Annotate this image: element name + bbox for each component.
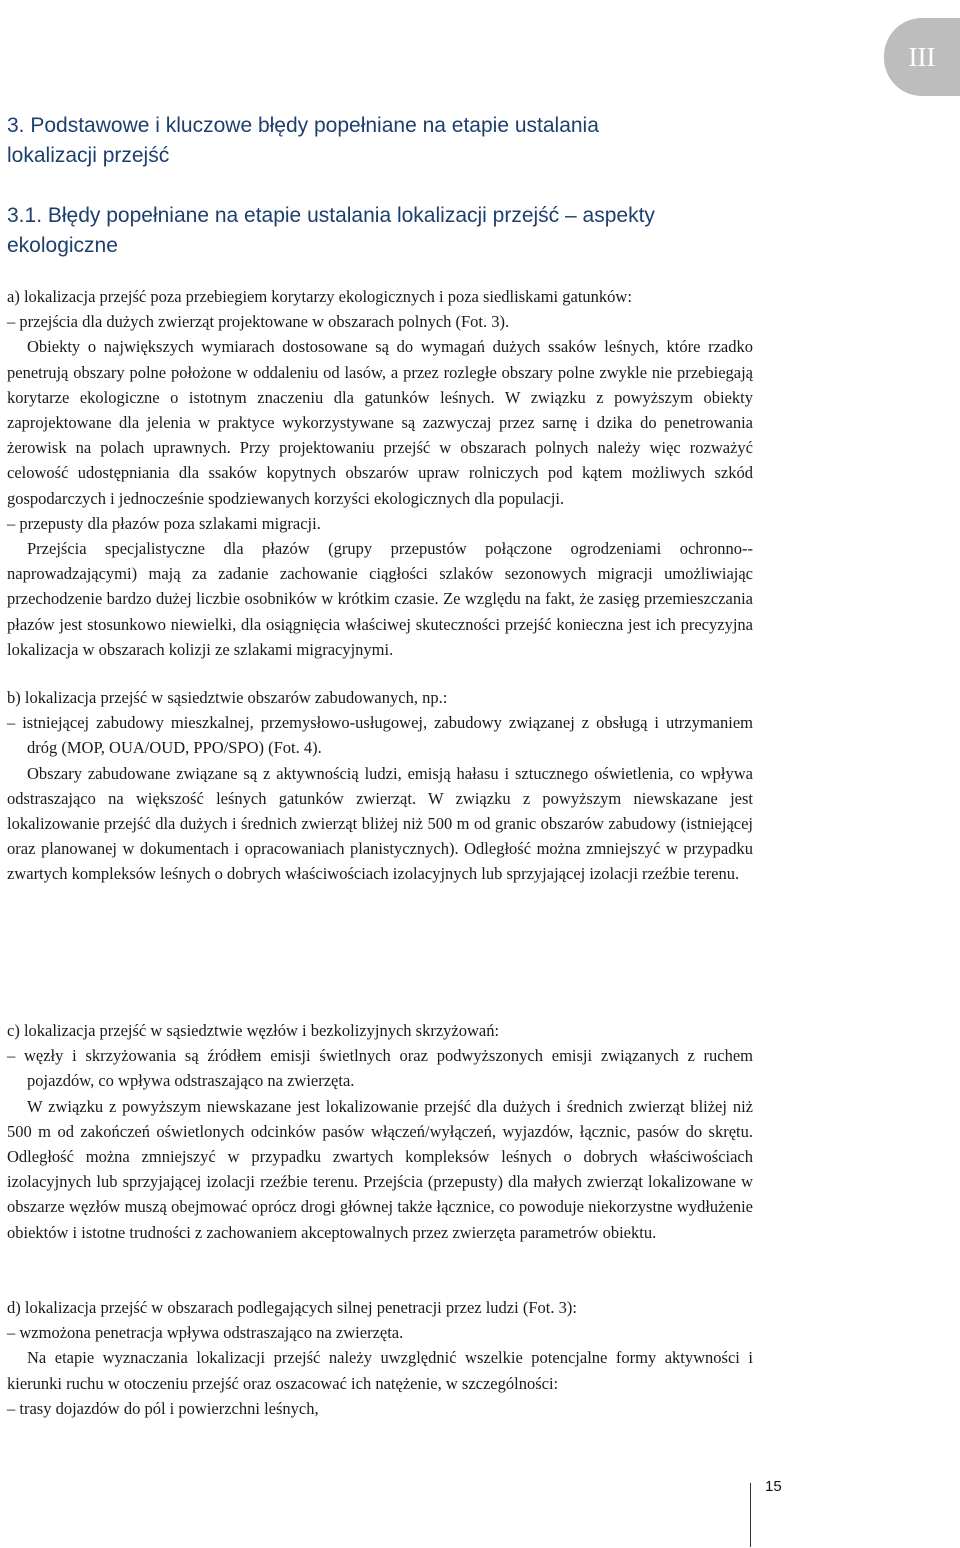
chapter-tab: III — [884, 18, 960, 96]
item-d-para1: Na etapie wyznaczania lokalizacji przejść należy uwzględnić wszelkie potencjalne formy aktywności i kierunki ruchu w otoczeniu przejść oraz oszacować ich natężenie, w szczególności: — [7, 1348, 753, 1393]
item-c-para1: W związku z powyższym niewskazane jest lokalizowanie przejść dla dużych i średnich zwierząt bliżej niż 500 m od zakończeń oświetlonych odcinków pasów włączeń/wyłączeń, wyjazdów, łącznic, pasów do skrętu. Odległość można zmniejszyć w przypadku zwartych kompleksów leśnych o dobrych właściwościach izolacyjnych lub sprzyjającej izolacji rzeźbie terenu. Przejścia (przepusty) dla małych zwierząt lokalizowane w obszarze węzłów muszą obejmować oprócz drogi głównej także łącznice, co powoduje niekorzystne wydłużenie obiektów i istotne trudności z zachowaniem akceptowalnych przez zwierzęta parametrów obiektu. — [7, 1096, 753, 1242]
page-number: 15 — [765, 1478, 782, 1495]
item-b-dash1: – istniejącej zabudowy mieszkalnej, przemysłowo-usługowej, zabudowy związanej z obsługą i utrzymaniem dróg (MOP, OUA/OUD, PPO/SPO) (Fot. 4). — [7, 713, 753, 758]
item-c-dash1: – węzły i skrzyżowania są źródłem emisji świetlnych oraz podwyższonych emisji związanych z ruchem pojazdów, co wpływa odstraszająco na zwierzęta. — [7, 1046, 753, 1091]
item-b-para1: Obszary zabudowane związane są z aktywnością ludzi, emisją hałasu i sztucznego oświetlenia, co wpływa odstraszająco na większość leśnych gatunków zwierząt. W związku z powyższym niewskazane jest lokalizowanie przejść dla dużych i średnich zwierząt bliżej niż 500 m od granic obszarów zabudowy (istniejącej oraz planowanej w dokumentach i opracowaniach planistycznych). Odległość można zmniejszyć w przypadku zwartych kompleksów leśnych o dobrych właściwościach izolacyjnych lub sprzyjającej izolacji rzeźbie terenu. — [7, 763, 753, 884]
footer-divider — [750, 1483, 751, 1547]
item-c-intro: c) lokalizacja przejść w sąsiedztwie węzłów i bezkolizyjnych skrzyżowań: — [7, 1021, 500, 1040]
body-section-c — [7, 1018, 753, 1245]
item-b-intro: b) lokalizacja przejść w sąsiedztwie obszarów zabudowanych, np.: — [7, 688, 448, 708]
item-a-dash1: – przejścia dla dużych zwierząt projektowane w obszarach polnych (Fot. 3). — [7, 312, 510, 332]
item-d-intro: d) lokalizacja przejść w obszarach podlegających silnej penetracji przez ludzi (Fot. 3): — [7, 1298, 577, 1317]
item-a-intro: a) lokalizacja przejść poza przebiegiem korytarzy ekologicznych i poza siedliskami gatunków: — [7, 287, 632, 306]
item-a-dash2: – przepusty dla płazów poza szlakami migracji. — [7, 513, 321, 533]
item-d-dash2: – trasy dojazdów do pól i powierzchni leśnych, — [7, 1398, 319, 1418]
body-section-d — [7, 1295, 753, 1421]
subsection-heading: 3.1. Błędy popełniane na etapie ustalania lokalizacji przejść – aspekty ekologiczne — [7, 204, 655, 257]
item-d-dash1: – wzmożona penetracja wpływa odstraszająco na zwierzęta. — [7, 1323, 404, 1343]
body-sections-a-b — [7, 284, 753, 887]
item-a-para1: Obiekty o największych wymiarach dostosowane są do wymagań dużych ssaków leśnych, które rzadko penetrują obszary polne położone w oddaleniu od lasów, a przez rozległe obszary polne zwykle nie przebiegają korytarze ekologiczne o istotnym znaczeniu dla gatunków leśnych. W związku z powyższym obiekty zaprojektowane dla jelenia w praktyce wykorzystywane są zazwyczaj przez sarnę i dzika do penetrowania żerowisk na polach uprawnych. Przy projektowaniu przejść w obszarach polnych należy więc rozważyć celowość udostępniania dla ssaków kopytnych obszarów upraw rolniczych pod kątem możliwych szkód gospodarczych i jednocześnie spodziewanych korzyści ekologicznych dla populacji. — [7, 337, 753, 508]
item-a-para2: Przejścia specjalistyczne dla płazów (grupy przepustów połączone ogrodzeniami ochronno--naprowadzającymi) mają za zadanie zachowanie ciągłości szlaków sezonowych migracji umożliwiając przechodzenie bardzo dużej liczbie osobników w krótkim czasie. Ze względu na fakt, że zasięg przemieszczania płazów jest stosunkowo niewielki, dla osiągnięcia właściwej skuteczności przejść konieczna jest ich precyzyjna lokalizacja w obszarach kolizji ze szlakami migracyjnymi. — [7, 539, 753, 659]
section-heading: 3. Podstawowe i kluczowe błędy popełniane na etapie ustalania lokalizacji przejść — [7, 114, 599, 167]
